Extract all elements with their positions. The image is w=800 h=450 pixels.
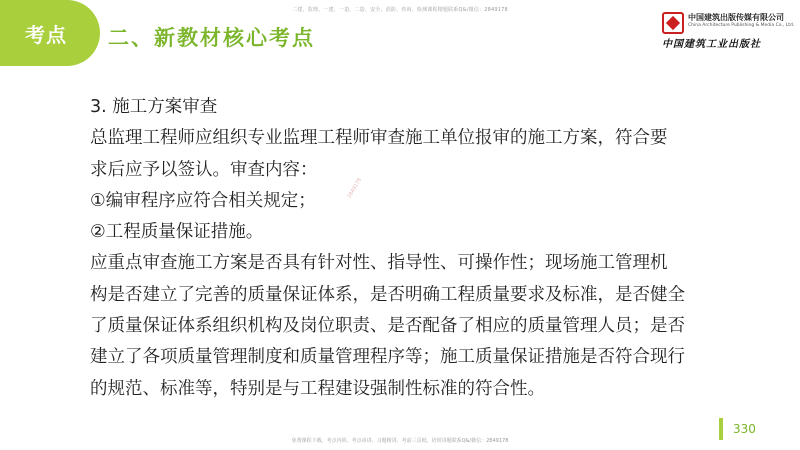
publisher-signature: 中国建筑工业出版社 [662, 39, 761, 50]
paragraph-2-line: 建立了各项质量管理制度和质量管理程序等；施工质量保证措施是否符合现行 [90, 347, 685, 368]
publisher-name-en: China Architecture Publishing & Media Co., Ltd. [688, 23, 795, 28]
page-number: 330 [733, 422, 756, 436]
section-title: 二、新教材核心考点 [108, 26, 315, 50]
publisher-logo [662, 10, 795, 50]
list-item: ②工程质量保证措施。 [90, 222, 264, 243]
watermark-stamp: 2849178 [346, 177, 363, 200]
publisher-name-cn: 中国建筑出版传媒有限公司 [688, 13, 784, 22]
list-item: ①编审程序应符合相关规定； [90, 190, 316, 211]
badge-label: 考点 [25, 22, 67, 47]
paragraph-2-line: 了质量保证体系组织机构及岗位职责、是否配备了相应的质量管理人员；是否 [90, 316, 685, 337]
publisher-emblem-icon [662, 12, 684, 34]
top-watermark: 二建、监理、一建、一造、二造、安全、消防、咨询、检测课程精题联系Q&/微信：2849178 [292, 7, 508, 13]
paragraph-2-line: 构是否建立了完善的质量保证体系，是否明确工程质量要求及标准，是否健全 [90, 284, 685, 305]
paragraph-1-continued: 求后应予以签认。审查内容： [90, 159, 318, 180]
paragraph-1: 总监理工程师应组织专业监理工程师审查施工单位报审的施工方案，符合要 [90, 128, 668, 149]
slide-content [90, 92, 730, 405]
paragraph-2-line: 的规范、标准等，特别是与工程建设强制性标准的符合性。 [90, 378, 545, 399]
content-heading: 3. 施工方案审查 [90, 97, 218, 117]
topic-badge [0, 0, 100, 66]
bottom-watermark: 免费课程下载、考点内训、考点串讲、习题精讲、考前三页纸、培训讲题联系Q&/微信：2849178 [291, 438, 509, 444]
paragraph-2-line: 应重点审查施工方案是否具有针对性、指导性、可操作性；现场施工管理机 [90, 253, 668, 274]
